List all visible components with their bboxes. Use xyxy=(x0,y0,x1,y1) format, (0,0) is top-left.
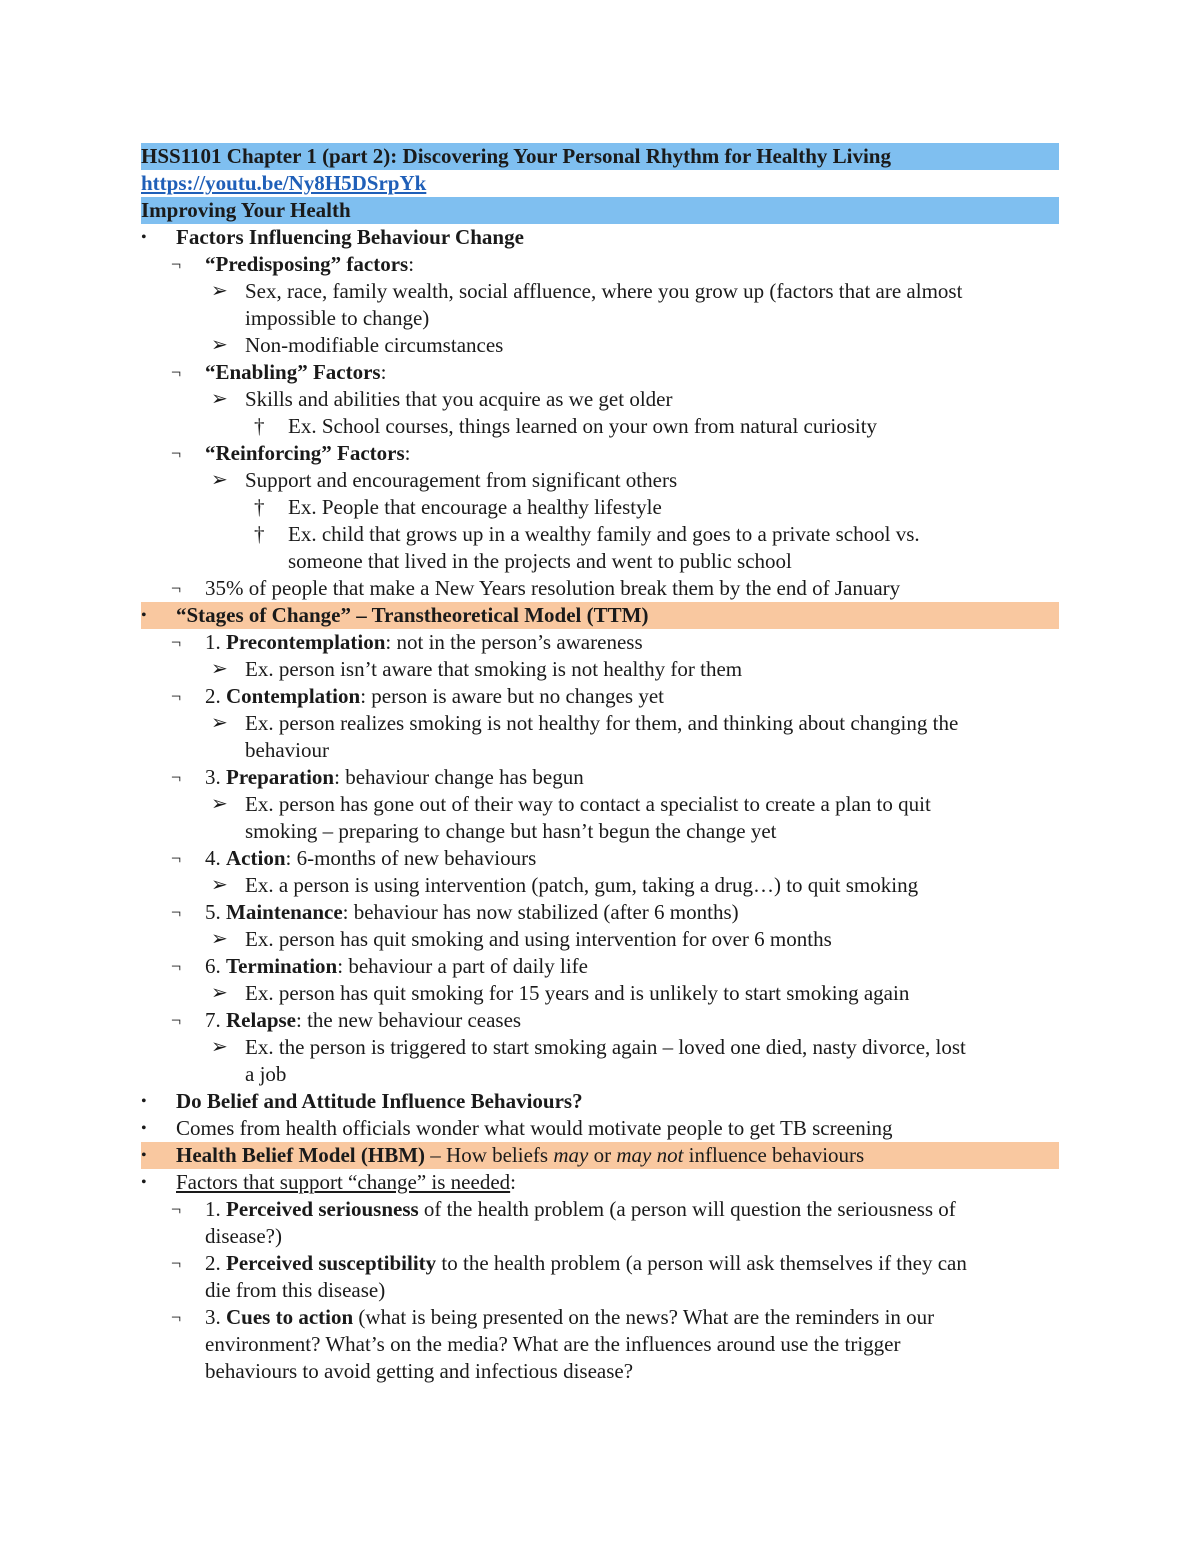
bullet-marker: ¬ xyxy=(171,1199,182,1219)
factor-number: 2. xyxy=(205,1251,226,1275)
list-text: environment? What’s on the media? What are the influences around use the trigger xyxy=(205,1332,901,1356)
factor-label: “Reinforcing” Factors xyxy=(205,441,405,465)
stage-line xyxy=(205,629,643,656)
list-item xyxy=(141,1034,1059,1061)
bullet-marker: ¬ xyxy=(171,362,182,382)
bullet-marker: ¬ xyxy=(171,578,182,598)
factor-line xyxy=(205,1196,956,1223)
bullet-marker: ¬ xyxy=(171,254,182,274)
list-text: Ex. person isn’t aware that smoking is not healthy for them xyxy=(245,657,743,681)
factor-description: to the health problem (a person will ask themselves if they can xyxy=(436,1251,967,1275)
list-item xyxy=(141,251,1059,278)
stage-name: Precontemplation xyxy=(226,630,386,654)
list-item xyxy=(141,1088,1059,1115)
stage-line xyxy=(205,845,536,872)
list-item-continuation xyxy=(141,1358,1059,1385)
list-item xyxy=(141,413,1059,440)
stage-number: 3. xyxy=(205,765,226,789)
list-text: behaviour xyxy=(245,738,329,762)
stage-number: 7. xyxy=(205,1008,226,1032)
list-item xyxy=(141,332,1059,359)
factor-line xyxy=(205,1250,967,1277)
bullet-marker: • xyxy=(141,1093,147,1110)
list-text: Ex. person has gone out of their way to contact a specialist to create a plan to quit xyxy=(245,792,931,816)
factor-number: 3. xyxy=(205,1305,226,1329)
bullet-marker: • xyxy=(141,1120,147,1137)
list-item xyxy=(141,710,1059,737)
stage-name: Contemplation xyxy=(226,684,361,708)
stage-line xyxy=(205,1007,521,1034)
list-item xyxy=(141,440,1059,467)
document-content xyxy=(141,143,1059,1385)
factor-number: 1. xyxy=(205,1197,226,1221)
arrow-bullet-icon: ➢ xyxy=(211,982,228,1004)
list-text: smoking – preparing to change but hasn’t begun the change yet xyxy=(245,819,777,843)
bullet-marker: ¬ xyxy=(171,956,182,976)
list-text: Ex. person has quit smoking and using intervention for over 6 months xyxy=(245,927,832,951)
stage-number: 4. xyxy=(205,846,226,870)
hbm-text: influence behaviours xyxy=(683,1143,865,1167)
list-text: someone that lived in the projects and went to public school xyxy=(288,549,792,573)
list-item xyxy=(141,224,1059,251)
bullet-marker: • xyxy=(141,229,147,246)
list-item-continuation xyxy=(141,1223,1059,1250)
arrow-bullet-icon: ➢ xyxy=(211,874,228,896)
video-link-row xyxy=(141,170,1059,197)
bullet-marker: ¬ xyxy=(171,767,182,787)
list-item xyxy=(141,359,1059,386)
list-text: Ex. the person is triggered to start smoking again – loved one died, nasty divorce, lost xyxy=(245,1035,966,1059)
list-text: Comes from health officials wonder what would motivate people to get TB screening xyxy=(176,1116,893,1140)
factor-name: Cues to action xyxy=(226,1305,354,1329)
bullet-marker: • xyxy=(141,1174,147,1191)
list-item xyxy=(141,494,1059,521)
bullet-marker: ¬ xyxy=(171,848,182,868)
list-text: Ex. a person is using intervention (patch, gum, taking a drug…) to quit smoking xyxy=(245,873,919,897)
list-text: “Enabling” Factors: xyxy=(205,360,387,384)
arrow-bullet-icon: ➢ xyxy=(211,658,228,680)
list-item-continuation xyxy=(141,1061,1059,1088)
list-text: Ex. person has quit smoking for 15 years and is unlikely to start smoking again xyxy=(245,981,910,1005)
arrow-bullet-icon: ➢ xyxy=(211,1036,228,1058)
factors-label: Factors that support “change” is needed xyxy=(176,1170,511,1194)
stage-number: 5. xyxy=(205,900,226,924)
dagger-bullet-icon: † xyxy=(254,414,265,438)
stage-description: : behaviour a part of daily life xyxy=(337,954,588,978)
stage-number: 6. xyxy=(205,954,226,978)
factor-name: Perceived susceptibility xyxy=(226,1251,437,1275)
list-item xyxy=(141,1196,1059,1223)
list-item xyxy=(141,602,1059,629)
bullet-marker: ¬ xyxy=(171,1307,182,1327)
list-item-continuation xyxy=(141,548,1059,575)
list-text: Ex. person realizes smoking is not healthy for them, and thinking about changing the xyxy=(245,711,959,735)
bullet-marker: ¬ xyxy=(171,686,182,706)
list-item xyxy=(141,845,1059,872)
hbm-text: – How beliefs xyxy=(425,1143,554,1167)
hbm-text: or xyxy=(588,1143,617,1167)
arrow-bullet-icon: ➢ xyxy=(211,469,228,491)
list-text: Ex. School courses, things learned on your own from natural curiosity xyxy=(288,414,878,438)
list-text: Ex. People that encourage a healthy lifestyle xyxy=(288,495,662,519)
stage-description: : behaviour has now stabilized (after 6 months) xyxy=(342,900,739,924)
list-text: Sex, race, family wealth, social affluence, where you grow up (factors that are almost xyxy=(245,279,963,303)
arrow-bullet-icon: ➢ xyxy=(211,334,228,356)
stage-line xyxy=(205,683,664,710)
dagger-bullet-icon: † xyxy=(254,495,265,519)
list-item xyxy=(141,1250,1059,1277)
bullet-marker: ¬ xyxy=(171,1010,182,1030)
list-item xyxy=(141,656,1059,683)
arrow-bullet-icon: ➢ xyxy=(211,928,228,950)
stage-line xyxy=(205,764,584,791)
stage-name: Preparation xyxy=(226,765,335,789)
list-text: “Predisposing” factors: xyxy=(205,252,415,276)
factor-description: of the health problem (a person will question the seriousness of xyxy=(418,1197,956,1221)
bullet-marker: ¬ xyxy=(171,902,182,922)
topic-heading: Do Belief and Attitude Influence Behaviours? xyxy=(176,1089,583,1113)
list-item xyxy=(141,1169,1059,1196)
list-text: behaviours to avoid getting and infectious disease? xyxy=(205,1359,634,1383)
list-text: Skills and abilities that you acquire as we get older xyxy=(245,387,673,411)
list-text: Non-modifiable circumstances xyxy=(245,333,504,357)
stage-line xyxy=(205,953,588,980)
list-item-continuation xyxy=(141,737,1059,764)
bullet-marker: • xyxy=(141,607,147,624)
list-text xyxy=(176,1169,516,1196)
list-text: disease?) xyxy=(205,1224,282,1248)
list-item xyxy=(141,926,1059,953)
list-text: Ex. child that grows up in a wealthy family and goes to a private school vs. xyxy=(288,522,920,546)
factor-name: Perceived seriousness xyxy=(226,1197,419,1221)
list-item xyxy=(141,791,1059,818)
list-item xyxy=(141,980,1059,1007)
factor-description: (what is being presented on the news? What are the reminders in our xyxy=(353,1305,935,1329)
arrow-bullet-icon: ➢ xyxy=(211,388,228,410)
list-text: Support and encouragement from significant others xyxy=(245,468,678,492)
stage-name: Action xyxy=(226,846,286,870)
video-link[interactable]: https://youtu.be/Ny8H5DSrpYk xyxy=(141,171,427,195)
list-text: “Reinforcing” Factors: xyxy=(205,441,411,465)
list-item xyxy=(141,467,1059,494)
list-item xyxy=(141,683,1059,710)
list-item xyxy=(141,1115,1059,1142)
list-item xyxy=(141,575,1059,602)
stage-description: : not in the person’s awareness xyxy=(385,630,643,654)
list-text: a job xyxy=(245,1062,287,1086)
topic-heading: “Stages of Change” – Transtheoretical Model (TTM) xyxy=(176,603,649,627)
stage-description: : person is aware but no changes yet xyxy=(360,684,665,708)
factor-line xyxy=(205,1304,934,1331)
list-item xyxy=(141,278,1059,305)
list-item-continuation xyxy=(141,1277,1059,1304)
arrow-bullet-icon: ➢ xyxy=(211,280,228,302)
topic-heading: Factors Influencing Behaviour Change xyxy=(176,225,524,249)
hbm-line xyxy=(176,1142,864,1169)
factors-colon: : xyxy=(510,1170,516,1194)
hbm-emphasis: may xyxy=(553,1143,589,1167)
document-title: HSS1101 Chapter 1 (part 2): Discovering Your Personal Rhythm for Healthy Living xyxy=(141,143,1059,170)
bullet-marker: ¬ xyxy=(171,632,182,652)
list-text: die from this disease) xyxy=(205,1278,386,1302)
arrow-bullet-icon: ➢ xyxy=(211,793,228,815)
stage-description: : behaviour change has begun xyxy=(334,765,584,789)
factor-label: “Predisposing” factors xyxy=(205,252,409,276)
stage-number: 1. xyxy=(205,630,226,654)
list-item xyxy=(141,764,1059,791)
hbm-emphasis: may not xyxy=(616,1143,684,1167)
list-item xyxy=(141,953,1059,980)
list-item xyxy=(141,1142,1059,1169)
list-item-continuation xyxy=(141,305,1059,332)
bullet-marker: • xyxy=(141,1147,147,1164)
dagger-bullet-icon: † xyxy=(254,522,265,546)
list-item xyxy=(141,1304,1059,1331)
arrow-bullet-icon: ➢ xyxy=(211,712,228,734)
stage-line xyxy=(205,899,739,926)
stage-name: Relapse xyxy=(226,1008,296,1032)
stage-description: : the new behaviour ceases xyxy=(296,1008,522,1032)
list-item xyxy=(141,629,1059,656)
section-heading: Improving Your Health xyxy=(141,197,1059,224)
bullet-marker: ¬ xyxy=(171,1253,182,1273)
list-item xyxy=(141,872,1059,899)
list-text: 35% of people that make a New Years resolution break them by the end of January xyxy=(205,576,901,600)
stage-name: Maintenance xyxy=(226,900,343,924)
list-item xyxy=(141,521,1059,548)
bullet-marker: ¬ xyxy=(171,443,182,463)
hbm-title: Health Belief Model (HBM) xyxy=(176,1143,426,1167)
stage-description: : 6-months of new behaviours xyxy=(285,846,537,870)
list-text: impossible to change) xyxy=(245,306,430,330)
list-item xyxy=(141,386,1059,413)
list-item-continuation xyxy=(141,1331,1059,1358)
factor-label: “Enabling” Factors xyxy=(205,360,381,384)
list-item xyxy=(141,899,1059,926)
list-item xyxy=(141,1007,1059,1034)
stage-name: Termination xyxy=(226,954,338,978)
stage-number: 2. xyxy=(205,684,226,708)
list-item-continuation xyxy=(141,818,1059,845)
